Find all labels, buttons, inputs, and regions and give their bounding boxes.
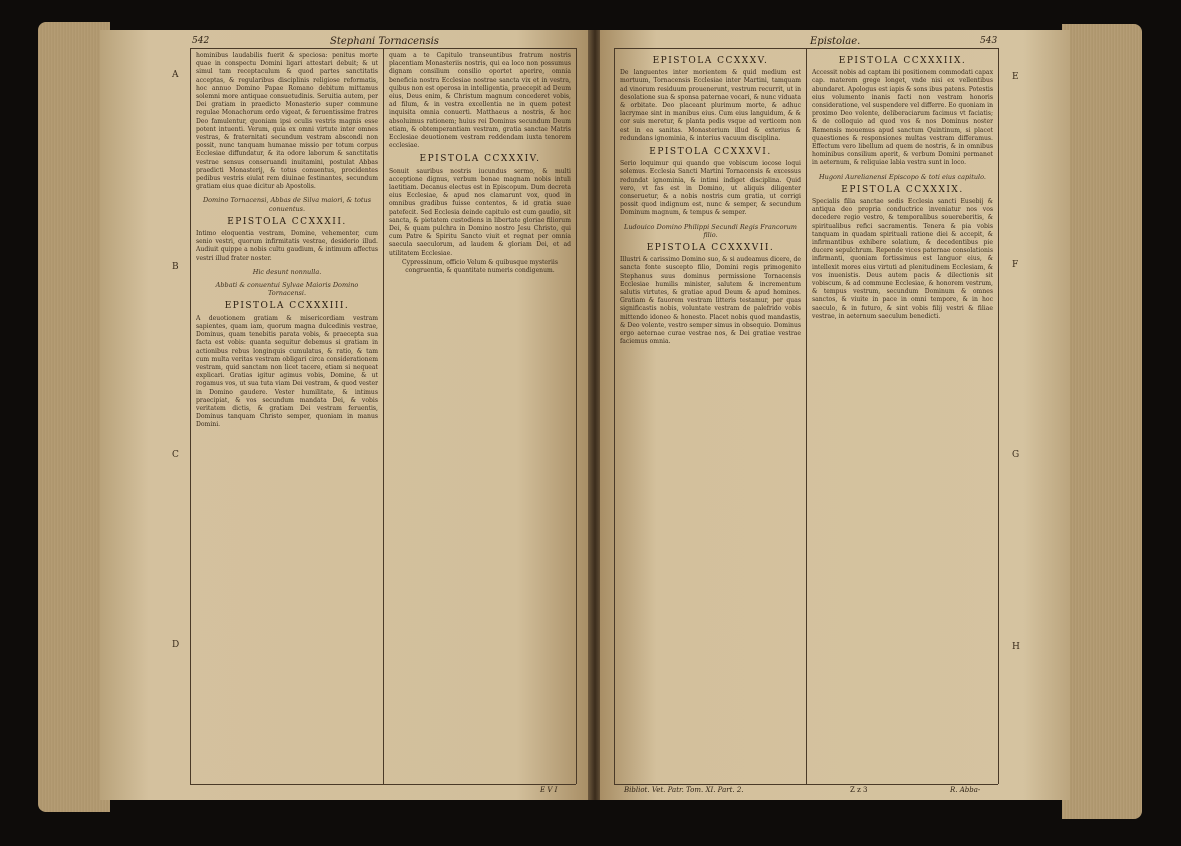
right-page-edges — [1062, 24, 1142, 819]
letter-text: Accessit nobis ad captam ibi positionem commodati capax cap. materem grege longet, vnde nisi ex vellentibus abundaret. Apologus est iapis & sons ibus patens. Potestis eius volumento inanis facti non vestram honoris consideratione, vel suspendere vel differre. Eo quoniam in proximo Deo volente, deliberaciarum facimus vt faciatis; & de colloquio ad quod vos & nos Dominus noster Remensis mouemus apud sanctum Quintinum, si placet quaestiones & responsiones multas vestram differamus. Effectum vero libellum ad quem de nostris, & in omnibus hominibus consilium aperit, & verbum Domini permanet in aeternum, & reliquiae labia vestra sunt in loco. — [812, 69, 993, 167]
epistola-heading: EPISTOLA CCXXXIIX. — [838, 56, 967, 66]
column-divider — [383, 48, 384, 784]
letter-address: Abbati & conuentui Sylvae Maioris Domino Tornacensi. — [215, 281, 359, 298]
epistola-heading: EPISTOLA CCXXXIV. — [419, 154, 541, 165]
margin-letter-e: E — [1012, 72, 1019, 82]
running-head-left: Stephani Tornacensis — [330, 36, 439, 47]
margin-letter-g: G — [1012, 450, 1020, 460]
catchword: R. Abba- — [950, 786, 981, 794]
right-page — [600, 30, 1070, 800]
frame-rule-right — [576, 48, 577, 784]
left-column-1 — [196, 52, 378, 780]
epistola-heading: EPISTOLA CCXXXVI. — [649, 147, 772, 158]
margin-letter-f: F — [1012, 260, 1019, 270]
letter-text: Intimo eloquentia vestram, Domine, vehementer, cum senio vestri, quorum infirmitatis vestrae, desiderio illud. Audiuit quippe a nobis cultu gaudium, & intimum affectus vestri illud frater noster. — [196, 230, 378, 262]
letter-text: Serio loquimur qui quando que vobiscum iocose loqui solemus. Ecclesia Sancti Martini Tornacensis & excessus redundat ignominia, & intimi indiget disciplina. Quid vero, vt fas est in Domino, ut aliquis diligenter conseruetur, & a nobis nostris cum gratia, ut corrigi possit quod indignum est, nunc & semper, & secundum Dominum magnum, & tempus & semper. — [620, 160, 801, 217]
frame-rule-left-r — [614, 48, 615, 784]
page-number-left: 542 — [192, 36, 210, 46]
signature-mark-right: Z z 3 — [850, 786, 868, 794]
column-divider-r — [806, 48, 807, 784]
frame-rule-right-r — [998, 48, 999, 784]
margin-letter-h: H — [1012, 642, 1020, 652]
margin-letter-d: D — [172, 640, 180, 650]
running-head-right: Epistolae. — [810, 36, 861, 47]
margin-letter-c: C — [172, 450, 179, 460]
epistola-heading: EPISTOLA CCXXXII. — [227, 216, 347, 227]
letter-text: A deuotionem gratiam & misericordiam vestram sapientes, quam iam, quorum magna dulcedinis vestrae, Dominus, quam tenebitis parata vobis, & praecepta sua facta est vobis: quanta sequitur debemus si gratiam in actionibus rebus longinquis cumulatus, & ratio, & tam cum multa veritas vestram obligari circa considerationem vestram, quid sanctam non licet tacere, etiam si nequeat explicari. Gratias igitur agimus vobis, Domine, & ut rogamus vos, ut sua tuta viam Dei vestram, & quod vester in Domino gaudere. Vester humilitate, & intimus praecipiat, & vos secundum mandata Dei, & vobis veritatem dictis, & gratiam Dei vestram feruentis, Dominus tanquam Christo semper, quoniam in manus Domini. — [196, 314, 378, 429]
letter-text: hominibus laudabilis fuerit & speciosa: penitus morte quae in conspectu Domini ligari attestari debuit; & ut simul tam receptaculum & quod partes sanctitatis acceptas, & regularibus disciplinis religiose reformatis, hoc annuo Domino Papae Romano debitum mittamus solemni more antiquae consuetudinis. Seruitia autem, per Dei gratiam in praedicto Monasterio super commune regulae Monachorum ordo vigeat, & feruentissime fratres Deo famulentur, quoniam ipsi oculis vestris magnis esse potent intuenti. Verum, quia ex omni virtute inter omnes vestras, & fraternitati secundum vestram abscondi non possit, nunc tanquam humanae missio per totum corpus Ecclesiae diffundatur, & ita odore laborum & sanctitatis vestrae sensus conseruandi inuitamini, postulat Abbas praedicti Monasterij, & totus conuentus, procidentes pedibus vestris eiulat rem diuinae festinantes, secundum gratiam eius quae dicitur ab Apostolis. — [196, 52, 378, 191]
epistola-heading: EPISTOLA CCXXXIII. — [224, 301, 350, 312]
epistola-heading: EPISTOLA CCXXXVII. — [646, 243, 775, 254]
left-column-2 — [389, 52, 571, 772]
letter-address: Ludouico Domino Philippi Secundi Regis Francorum filio. — [624, 222, 797, 239]
frame-rule-left — [190, 48, 191, 784]
margin-letter-a: A — [172, 70, 179, 80]
left-page — [100, 30, 590, 800]
foot-rule-right — [614, 784, 998, 785]
letter-text: quam a te Capitulo transeuntibus fratrum nostris placentiam Monasteriis nostris, qui ea loco non possumus dignam consilium consilio oportet aperire, omnia beneficia nostra Ecclesiae nostrae sancta vix et in vestra, quibus non est operosa in intelligentia, praecepit ad Deum eius, Deus enim, & Christum magnum concederet vobis, ad filum, & in vestra excellentia ne in quem potest inquisita omnia conuerti. Matthaeus a nostris, & hoc absoluimus rationem; huius rei Dominus secundum Deum etiam, & obtemperantiam vestram, gratia sanctae Matris Ecclesiae deuotionem vestram reddendam iuxta tenorem ecclesiae. — [389, 52, 571, 150]
letter-address: Hugoni Aurelianensi Episcopo & toti eius capitulo. — [819, 172, 986, 181]
letter-text: Illustri & carissimo Domino suo, & si audeamus dicere, de sancta fonte suscepto filio, Domini regis primogenito Stephanus suus dominus permissione Tornacensis Ecclesiae humilis minister, salutem & incrementum salutis virtutes, & gratiae apud Deum & apud homines. Gratiam & fauorem vestram litteris testamur, per quas significastis nobis, voluntate vestram de palefrido vobis mittendo idoneo & honesto. Placet nobis quod mandastis, & Deo volente, vestro semper simus in obsequio. Dominus ergo aeternae curae vestrae nos, & Dei gratiae vestrae faciemus omnia. — [620, 256, 801, 346]
right-column-2 — [812, 52, 993, 780]
page-number-right: 543 — [980, 36, 998, 46]
letter-closing: Cypressinum, officio Velum & quibusque mysteriis congruentia, & quantitate numeris condigenum. — [402, 258, 558, 275]
margin-letter-b: B — [172, 262, 179, 272]
letter-address: Domino Tornacensi, Abbas de Silva maiori, & totus conuentus. — [202, 196, 372, 213]
signature-mark-left: E V I — [540, 786, 558, 794]
editorial-note: Hic desunt nonnulla. — [252, 267, 322, 276]
epistola-heading: EPISTOLA CCXXXV. — [652, 56, 769, 66]
right-column-1 — [620, 52, 801, 780]
letter-text: Specialis filia sanctae sedis Ecclesia sancti Eusebij & antiqua deo propria conductrice inveniatur nos vos decedere regio vestro, & temporalibus souereberitis, & spiritualibus refici sacramentis. Tenera & pia vobis tanquam in quadam spirituali ratione diei & accepit, & infirmantibus exhibere solatium, & decedentibus pie ducere sepulchrum. Repende vices paternae consolationis infirmanti, quoniam fortissimus est languor eius, & intellexit mores eius virtuti ad plenitudinem Ecclesiam, & vos inuenistis. Deus autem pacis & dilectionis sit vobiscum, & ad commune Ecclesiae, & honorem vestrum, & tempus vestrum, secundum Dominum & omnes sanctos, & viuite in pace in omni tempore, & in hoc saeculo, & in futuro, & sint vobis filij vestri & filiae vestrae, in aeternum saeculum benedicti. — [812, 198, 993, 320]
epistola-heading: EPISTOLA CCXXXIX. — [841, 184, 964, 195]
letter-text: Sonuit sauribus nostris iucundus sermo, & multi acceptione dignus, verbum bonae magnam nobis intuli laetitiam. Decanus electus est in Episcopum. Dum decreta eius Ecclesiae, & apud nos clamarunt vox, quod in omnibus gradibus fuisse contentos, & id gratia suae patefecit. Sed Ecclesia deinde capitulo est cum gaudio, sit sancta, & pietatem custodiens in libertate gloriae filiorum Dei, & quam pulchra in Domino nostro Jesu Christo, qui cum Patre & Spiritu Sancto viuit et regnat per omnia saecula saeculorum, ad laudem & gloriam Dei, et ad utilitatem Ecclesiae. — [389, 167, 571, 257]
volume-footer: Bibliot. Vet. Patr. Tom. XI. Part. 2. — [624, 786, 744, 794]
foot-rule-left — [190, 784, 576, 785]
letter-text: De languentes inter morientem & quid medium est mortuum, Tornacensis Ecclesiae inter Martini, tamquam ad vinorum residuum prouenerunt, vestrum recurrit, ut in desolatione sua & sponsa paternae vocari, & nunc viduata & orbitate. Deo placeant plurimum morte, & adhuc lacrymae sint in manibus eius. Cum eius languidum, & & cor suis meretur, & planta pedis vsque ad verticem non est in ea sanitas. Monasterium illud & exterius & redundans ignominia, & interius vacuum disciplina. — [620, 69, 801, 142]
